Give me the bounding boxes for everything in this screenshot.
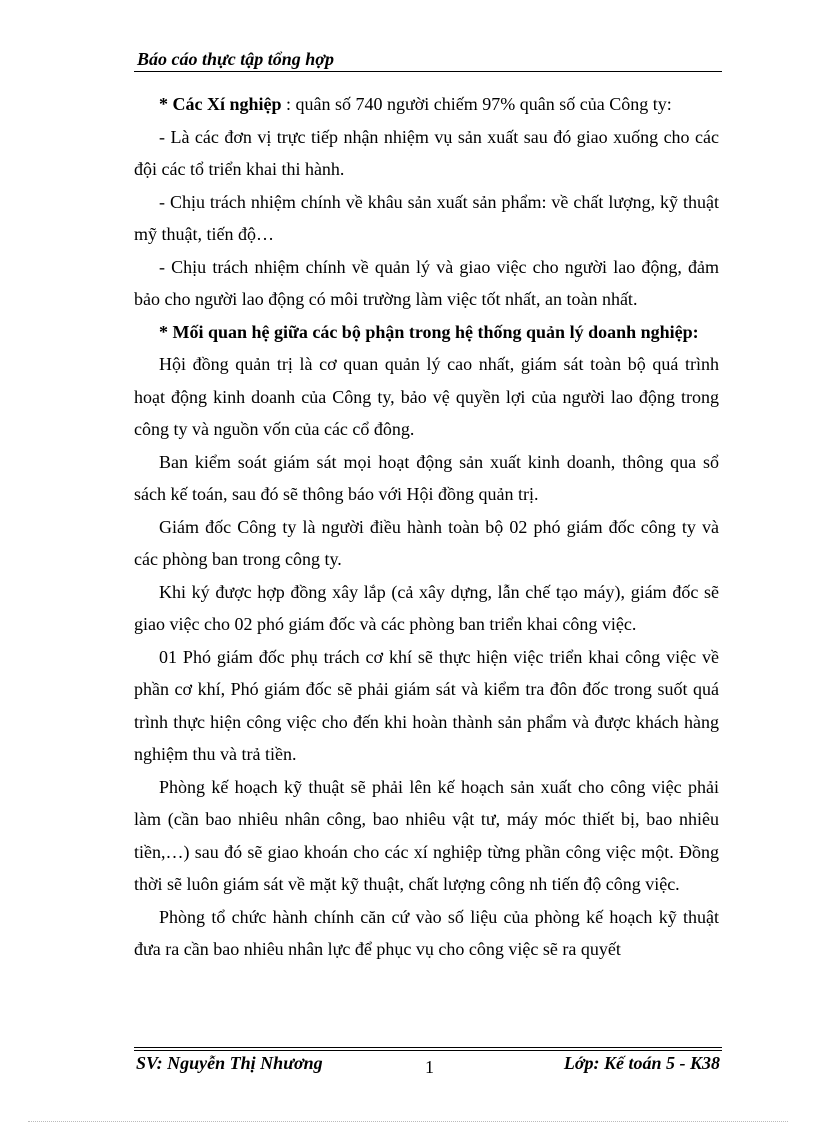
footer-class: Lớp: Kế toán 5 - K38 (563, 1053, 720, 1073)
paragraph: Phòng kế hoạch kỹ thuật sẽ phải lên kế hoạch sản xuất cho công việc phải làm (cần bao nhiêu nhân công, bao nhiêu vật tư, máy móc thiết bị, bao nhiêu tiền,…) sau đó sẽ giao khoán cho các xí nghiệp từng phần công việc một. Đồng thời sẽ luôn giám sát về mặt kỹ thuật, chất lượng công nh tiến độ công việc. (134, 776, 719, 894)
paragraph: Khi ký được hợp đồng xây lắp (cả xây dựng, lẫn chế tạo máy), giám đốc sẽ giao việc cho 02 phó giám đốc và các phòng ban triển khai công việc. (134, 581, 719, 634)
paragraph: - Chịu trách nhiệm chính về quản lý và giao việc cho người lao động, đảm bảo cho người lao động có môi trường làm việc tốt nhất, an toàn nhất. (134, 256, 719, 309)
body-text (134, 88, 719, 966)
footer-student-name: SV: Nguyễn Thị Nhương (136, 1053, 323, 1073)
paragraph-xi-nghiep (134, 88, 719, 121)
paragraph: - Là các đơn vị trực tiếp nhận nhiệm vụ sản xuất sau đó giao xuống cho các đội các tổ triển khai thi hành. (134, 126, 719, 179)
header-title: Báo cáo thực tập tổng hợp (137, 49, 334, 69)
paragraph: Ban kiểm soát giám sát mọi hoạt động sản xuất kinh doanh, thông qua sổ sách kế toán, sau đó sẽ thông báo với Hội đồng quản trị. (134, 451, 719, 504)
xi-nghiep-heading: * Các Xí nghiệp (159, 94, 282, 114)
paragraph: Phòng tổ chức hành chính căn cứ vào số liệu của phòng kế hoạch kỹ thuật đưa ra cần bao nhiêu nhân lực để phục vụ cho công việc sẽ ra quyết (134, 906, 719, 959)
paragraph: - Chịu trách nhiệm chính về khâu sản xuất sản phẩm: về chất lượng, kỹ thuật mỹ thuật, tiến độ… (134, 191, 719, 244)
paragraph: Giám đốc Công ty là người điều hành toàn bộ 02 phó giám đốc công ty và các phòng ban trong công ty. (134, 516, 719, 569)
paragraph: 01 Phó giám đốc phụ trách cơ khí sẽ thực hiện việc triển khai công việc về phần cơ khí, Phó giám đốc sẽ phải giám sát và kiểm tra đôn đốc trong suốt quá trình thực hiện công việc cho đến khi hoàn thành sản phẩm và được khách hàng nghiệm thu và trả tiền. (134, 646, 719, 764)
header-rule (134, 71, 722, 72)
section-heading: * Mối quan hệ giữa các bộ phận trong hệ thống quản lý doanh nghiệp: (159, 321, 699, 342)
page-number: 1 (425, 1057, 434, 1077)
page-border-dotted (28, 1121, 788, 1122)
paragraph: Hội đồng quản trị là cơ quan quản lý cao nhất, giám sát toàn bộ quá trình hoạt động kinh doanh của Công ty, bảo vệ quyền lợi của người lao động trong công ty và nguồn vốn của các cổ đông. (134, 354, 719, 439)
xi-nghiep-text: : quân số 740 người chiếm 97% quân số của Công ty: (281, 94, 672, 114)
footer-rule-bottom (134, 1050, 722, 1051)
footer-rule-top (134, 1047, 722, 1048)
